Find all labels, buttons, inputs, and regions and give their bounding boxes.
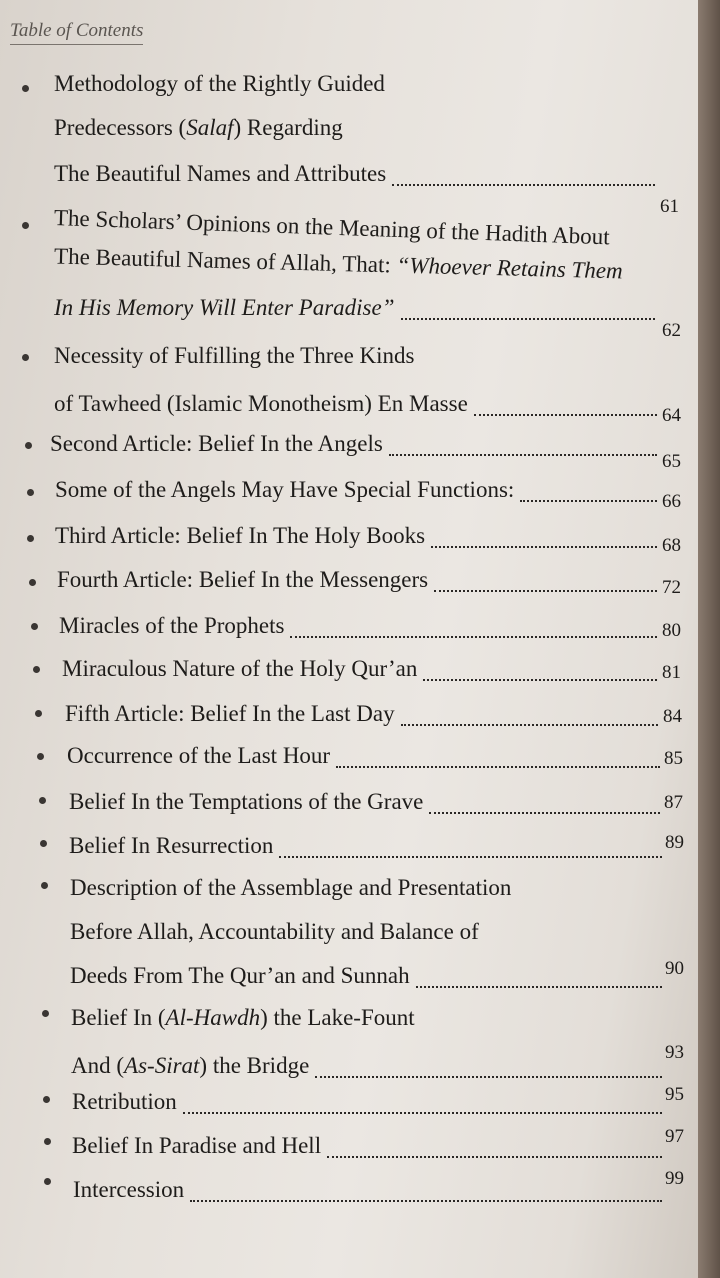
bullet-icon xyxy=(22,85,29,92)
dot-leader xyxy=(423,671,657,681)
bullet-icon xyxy=(22,222,29,229)
dot-leader xyxy=(290,628,657,638)
toc-entry-title: Occurrence of the Last Hour xyxy=(67,743,331,768)
bullet-icon xyxy=(40,840,47,847)
toc-entry-title: Some of the Angels May Have Special Functions: xyxy=(55,477,515,502)
page-number: 87 xyxy=(664,792,683,813)
dot-leader xyxy=(336,758,660,768)
dot-leader xyxy=(315,1068,662,1078)
page-number: 80 xyxy=(662,620,681,641)
page-number: 90 xyxy=(665,958,684,979)
dot-leader xyxy=(401,310,655,320)
page-number: 72 xyxy=(662,577,681,598)
bullet-icon xyxy=(22,354,29,361)
page-edge xyxy=(698,0,720,1278)
toc-entry-title: Fifth Article: Belief In the Last Day xyxy=(65,701,395,726)
bullet-icon xyxy=(41,882,48,889)
toc-entry-title: Predecessors (Salaf) Regarding xyxy=(54,115,343,140)
toc-entry-title: Fourth Article: Belief In the Messengers xyxy=(57,567,429,592)
bullet-icon xyxy=(29,579,36,586)
dot-leader xyxy=(183,1104,662,1114)
toc-entry-title: Third Article: Belief In The Holy Books xyxy=(55,523,426,548)
toc-entry-title: Necessity of Fulfilling the Three Kinds xyxy=(54,343,415,368)
page-number: 61 xyxy=(660,196,679,217)
toc-entry-title: Belief In the Temptations of the Grave xyxy=(69,789,424,814)
page-number: 62 xyxy=(662,320,681,341)
page-number: 66 xyxy=(662,491,681,512)
bullet-icon xyxy=(25,442,32,449)
bullet-icon xyxy=(31,623,38,630)
bullet-icon xyxy=(42,1010,49,1017)
bullet-icon xyxy=(44,1178,51,1185)
dot-leader xyxy=(327,1148,662,1158)
toc-entry-title: of Tawheed (Islamic Monotheism) En Masse xyxy=(54,391,468,416)
dot-leader xyxy=(401,716,658,726)
page-number: 99 xyxy=(665,1168,684,1189)
toc-entry-title: Intercession xyxy=(73,1177,185,1202)
toc-entry-title: Deeds From The Qur’an and Sunnah xyxy=(70,963,410,988)
toc-entry-title: Second Article: Belief In the Angels xyxy=(50,431,383,456)
running-header: Table of Contents xyxy=(10,20,143,45)
dot-leader xyxy=(429,804,660,814)
bullet-icon xyxy=(35,710,42,717)
toc-entry-title: The Beautiful Names of Allah, That: “Whoever Retains Them xyxy=(53,243,623,284)
toc-entry-title: Miracles of the Prophets xyxy=(59,613,285,638)
dot-leader xyxy=(474,406,657,416)
dot-leader xyxy=(279,848,662,858)
toc-entry-title: Belief In Paradise and Hell xyxy=(72,1133,322,1158)
page-number: 85 xyxy=(664,748,683,769)
toc-entry-title: And (As-Sirat) the Bridge xyxy=(71,1053,310,1078)
page-number: 81 xyxy=(662,662,681,683)
page-number: 64 xyxy=(662,405,681,426)
dot-leader xyxy=(190,1192,662,1202)
page-number: 89 xyxy=(665,832,684,853)
bullet-icon xyxy=(27,535,34,542)
toc-entry-title: The Beautiful Names and Attributes xyxy=(54,161,387,186)
bullet-icon xyxy=(37,753,44,760)
toc-entry-title: Belief In (Al-Hawdh) the Lake-Fount xyxy=(71,1005,415,1030)
page-number: 95 xyxy=(665,1084,684,1105)
bullet-icon xyxy=(43,1096,50,1103)
bullet-icon xyxy=(44,1138,51,1145)
bullet-icon xyxy=(39,797,46,804)
dot-leader xyxy=(520,492,657,502)
page-number: 68 xyxy=(662,535,681,556)
page-number: 65 xyxy=(662,451,681,472)
page-number: 84 xyxy=(663,706,682,727)
toc-entry-title: Methodology of the Rightly Guided xyxy=(54,71,385,96)
dot-leader xyxy=(434,582,657,592)
toc-entry-title: Miraculous Nature of the Holy Qur’an xyxy=(62,656,418,681)
bullet-icon xyxy=(33,666,40,673)
toc-entry-title: Before Allah, Accountability and Balance of xyxy=(70,919,479,944)
toc-entry-title: Retribution xyxy=(72,1089,177,1114)
dot-leader xyxy=(431,538,657,548)
toc-entry-title: Description of the Assemblage and Presentation xyxy=(70,875,512,900)
dot-leader xyxy=(389,446,657,456)
page-number: 93 xyxy=(665,1042,684,1063)
page-number: 97 xyxy=(665,1126,684,1147)
bullet-icon xyxy=(27,489,34,496)
dot-leader xyxy=(416,978,662,988)
toc-entry-title: In His Memory Will Enter Paradise” xyxy=(54,295,395,320)
dot-leader xyxy=(392,176,655,186)
toc-entry-title: Belief In Resurrection xyxy=(69,833,274,858)
toc-entry-title: The Scholars’ Opinions on the Meaning of the Hadith About xyxy=(53,205,611,250)
